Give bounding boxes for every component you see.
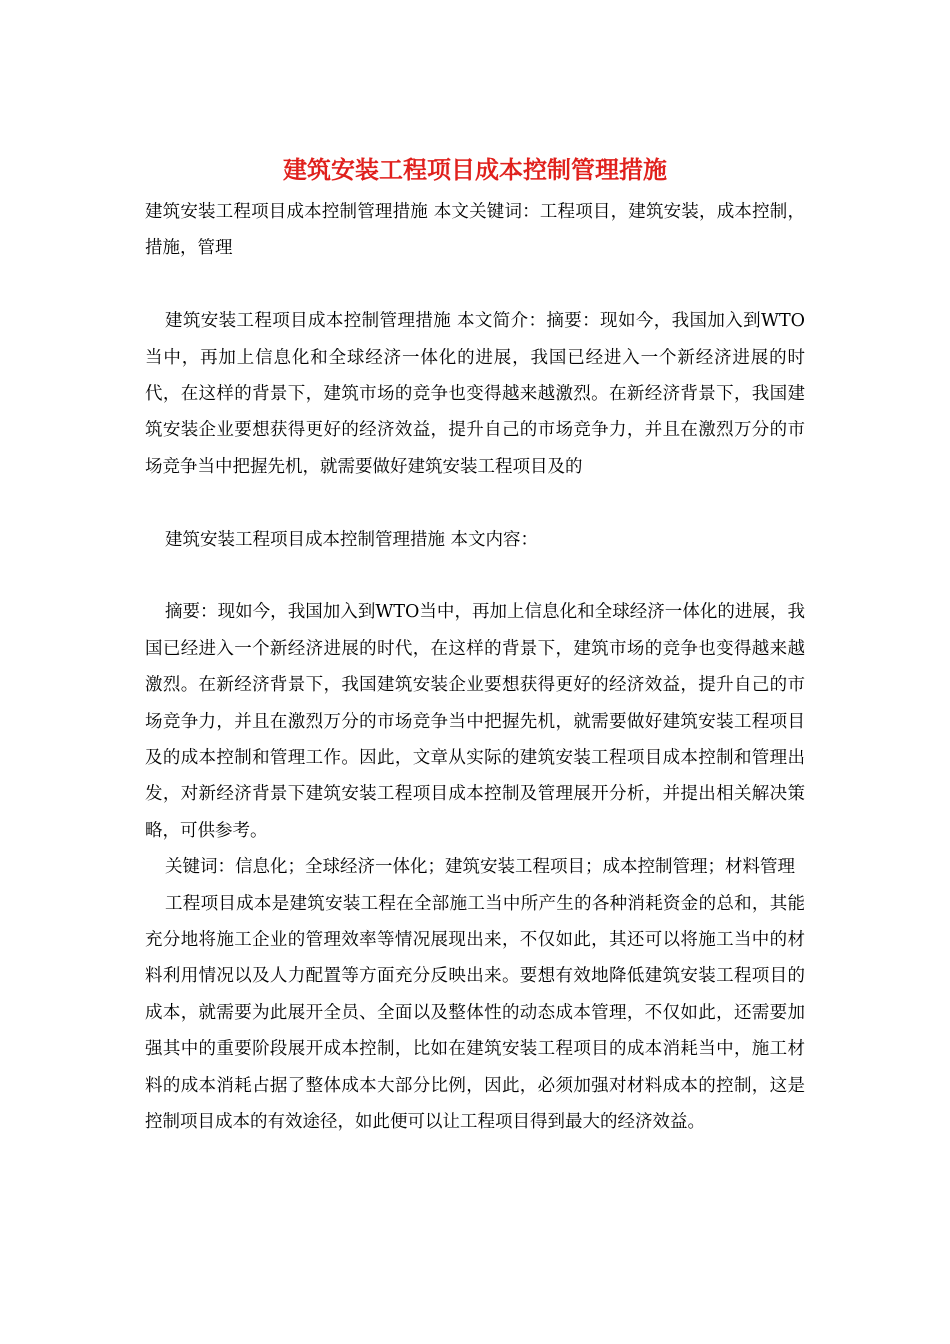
summary-paragraph: 建筑安装工程项目成本控制管理措施 本文简介：摘要：现如今，我国加入到WTO当中，再加上信息化和全球经济一体化的进展，我国已经进入一个新经济进展的时代，在这样的背景下，建筑市场的竞争也变得越来越激烈。在新经济背景下，我国建筑安装企业要想获得更好的经济效益，提升自己的市场竞争力，并且在激烈万分的市场竞争当中把握先机，就需要做好建筑安装工程项目及的 (145, 311, 805, 477)
document-title: 建筑安装工程项目成本控制管理措施 (283, 155, 667, 184)
keywords-paragraph: 建筑安装工程项目成本控制管理措施 本文关键词：工程项目，建筑安装，成本控制，措施，管理 (145, 202, 805, 259)
document-body (145, 194, 805, 1141)
content-heading-paragraph: 建筑安装工程项目成本控制管理措施 本文内容： (165, 529, 539, 550)
body-paragraph: 工程项目成本是建筑安装工程在全部施工当中所产生的各种消耗资金的总和，其能充分地将施工企业的管理效率等情况展现出来，不仅如此，其还可以将施工当中的材料利用情况以及人力配置等方面充分反映出来。要想有效地降低建筑安装工程项目的成本，就需要为此展开全员、全面以及整体性的动态成本管理，不仅如此，还需要加强其中的重要阶段展开成本控制，比如在建筑安装工程项目的成本消耗当中，施工材料的成本消耗占据了整体成本大部分比例，因此，必须加强对材料成本的控制，这是控制项目成本的有效途径，如此便可以让工程项目得到最大的经济效益。 (145, 893, 805, 1133)
abstract-keywords-paragraph: 关键词：信息化；全球经济一体化；建筑安装工程项目；成本控制管理；材料管理 (165, 857, 795, 878)
abstract-paragraph: 摘要：现如今，我国加入到WTO当中，再加上信息化和全球经济一体化的进展，我国已经进入一个新经济进展的时代，在这样的背景下，建筑市场的竞争也变得越来越激烈。在新经济背景下，我国建筑安装企业要想获得更好的经济效益，提升自己的市场竞争力，并且在激烈万分的市场竞争当中把握先机，就需要做好建筑安装工程项目及的成本控制和管理工作。因此，文章从实际的建筑安装工程项目成本控制和管理出发，对新经济背景下建筑安装工程项目成本控制及管理展开分析，并提出相关解决策略，可供参考。 (145, 602, 805, 841)
